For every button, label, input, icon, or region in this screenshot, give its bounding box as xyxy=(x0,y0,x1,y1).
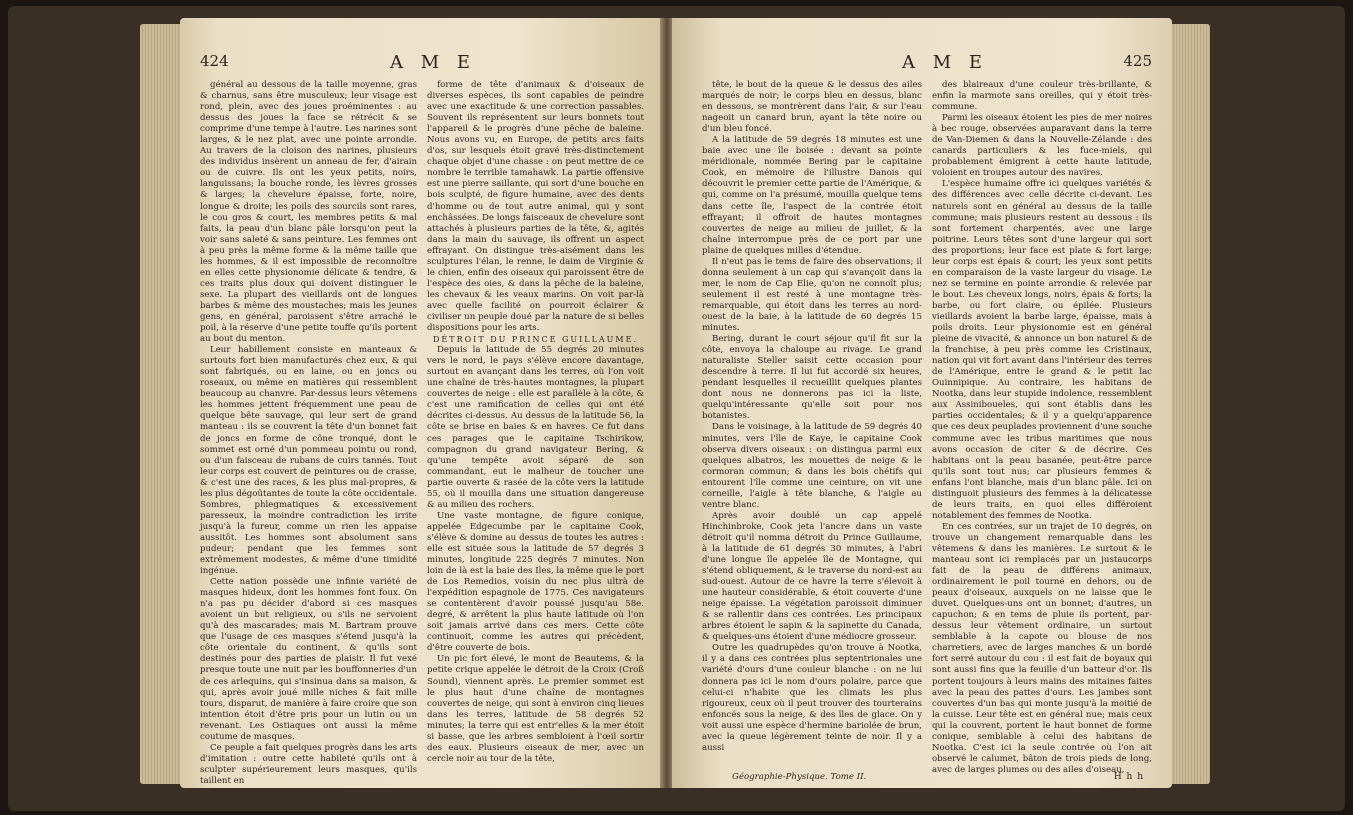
right-page-columns xyxy=(702,80,1152,775)
paragraph: L'espèce humaine offre ici quelques variétés & des différences avec celle décrite ci-devant. Les naturels sont en général au dessus de la taille commune; mais plusieurs restent au dessous : ils sont fortement charpentés, avec une large poitrine. Leurs têtes sont d'une largeur qui sort des proportions; leur face est plate & fort large; leur corps est épais & court; les yeux sont petits en comparaison de la vaste largeur du visage. Le nez se termine en pointe arrondie & relevée par le bout. Les cheveux longs, noirs, épais & forts; la barbe, ou fort claire, ou épilée. Plusieurs vieillards avoient la barbe large, épaisse, mais à poils droits. Leur physionomie est en général pleine de vivacité, & annonce un bon naturel & de la franchise, à peu près comme les Cristinaux, nation qui vit fort avant dans l'intérieur des terres de l'Amérique, entre le grand & le petit lac Ouinnipique. Au contraire, les habitans de Nootka, dans leur stupide indolence, ressemblent aux Assiniboueles, qui sont établis dans les parties occidentales; & il y a quelqu'apparence que ces deux peuplades proviennent d'une souche commune avec les tribus maritimes que nous avons occasion de citer & de décrire. Ces habitans ont la peau basanée, peut-être parce qu'ils sont tout nus; car plusieurs femmes & enfans l'ont blanche, mais d'un blanc pâle. Ici on distinguoit plusieurs des femmes à la délicatesse de leurs traits, en quoi elles différoient notablement des femmes de Nootka. xyxy=(932,179,1152,521)
paragraph: Bering, durant le court séjour qu'il fit sur la côte, envoya la chaloupe au rivage. Le grand naturaliste Steller saisit cette occasion pour descendre à terre. Il lui fut accordé six heures, pendant lesquelles il recueillit quelques plantes dont nous ne donnerons pas ici la liste, quelqu'intéressante qu'elle soit pour nos botanistes. xyxy=(702,334,922,422)
left-page-columns xyxy=(200,80,644,786)
paragraph: Une vaste montagne, de figure conique, appelée Edgecumbe par le capitaine Cook, s'élève & domine au dessus de toutes les autres : elle est située sous la latitude de 57 degrés 3 minutes, longitude 225 degrés 7 minutes. Non loin de là est la baie des Iles, la même que le port de Los Remedios, voisin du nec plus ultrà de l'expédition espagnole de 1775. Ces navigateurs se contentèrent d'avoir poussé jusqu'au 58e. degré, & arrêtent la plus haute latitude où l'on soit jamais arrivé dans ces mers. Cette côte continuoit, comme les autres qui précèdent, d'être couverte de bois. xyxy=(427,510,644,654)
paragraph: Un pic fort élevé, le mont de Beautems, & la petite crique appelée le détroit de la Croix (Croß Sound), viennent après. Le premier sommet est le plus haut d'une chaîne de montagnes couvertes de neige, qui sont à environ cinq lieues dans les terres, latitude de 58 degrés 52 minutes; la terre qui est entr'elles & la mer étoit si basse, que les arbres sembloient à l'œil sortir des eaux. Plusieurs oiseaux de mer, avec un cercle noir au tour de la tête, xyxy=(427,654,644,764)
right-column-2 xyxy=(932,80,1152,775)
section-title: DÉTROIT DU PRINCE GUILLAUME. xyxy=(433,335,638,345)
paragraph: A la latitude de 59 degrés 18 minutes est une baie avec une île boisée : devant sa pointe méridionale, nommée Bering par le capitaine Cook, en mémoire de l'illustre Danois qui découvrit le premier cette partie de l'Amérique, & qui, comme on l'a présumé, mouilla quelque tems dans cette île, l'aspect de la contrée étoit effrayant; il offroit de hautes montagnes couvertes de neige au milieu de juillet, & la chaîne interrompue près de ce port par une plaine de quelques milles d'étendue. xyxy=(702,135,922,256)
paragraph: En ces contrées, sur un trajet de 10 degrés, on trouve un changement remarquable dans les vêtemens & dans les manières. Le surtout & le manteau sont ici remplacés par un justaucorps fait de la peau de différens animaux, ordinairement le poil tourné en dehors, ou de peaux d'oiseaux, auxquels on ne laisse que le duvet. Quelques-uns ont un bonnet; d'autres, un capuchon; & en tems de pluie ils portent, par-dessus leur vêtement ordinaire, un surtout semblable à la capote ou blouse de nos charretiers, avec de larges manches & un bordé fort serré autour du cou : il est fait de boyaux qui sont aussi fins que la feuille d'un batteur d'or. Ils portent toujours à leurs mains des mitaines faites avec la peau des pattes d'ours. Les jambes sont couvertes d'un bas qui monte jusqu'à la moitié de la cuisse. Leur tête est en général nue; mais ceux qui la couvrent, portent le haut bonnet de forme conique, semblable à celui des habitans de Nootka. C'est ici la seule contrée où l'on ait observé le calumet, bâton de trois pieds de long, avec de larges plumes ou des ailes d'oiseau, xyxy=(932,521,1152,775)
page-edges-right xyxy=(1170,24,1210,784)
paragraph: Parmi les oiseaux étoient les pies de mer noires à bec rouge, observées auparavant dans la terre de Van-Diemen & dans la Nouvelle-Zélande : des canards particuliers & les fuce-miels, qui probablement émigrent à cette haute latitude, voloient en troupes autour des navires. xyxy=(932,113,1152,179)
paragraph: des blaireaux d'une couleur très-brillante, & enfin la marmote sans oreilles, qui y étoit très-commune. xyxy=(932,80,1152,113)
page-footer: Géographie-Physique. Tome II. xyxy=(732,772,867,782)
left-page xyxy=(180,18,662,788)
paragraph: général au dessous de la taille moyenne, gras & charnus, sans être musculeux; leur visage est rond, plein, avec des joues proéminentes : au dessus des joues la face se rétrécit & se comprime d'une tempe à l'autre. Les narines sont larges, & le nez plat, avec une pointe arrondie. Au travers de la cloison des narines, plusieurs des individus insèrent un anneau de fer, d'airain ou de cuivre. Ils ont les yeux petits, noirs, languissans; la bouche ronde, les lèvres grosses & larges; la chevelure épaisse, forte, noire, longue & droite; les poils des sourcils sont rares, le cou gros & court, les membres petits & mal faits, la peau d'un blanc pâle lorsqu'on peut la voir sans saleté & sans peinture. Les femmes ont à peu près la même forme & la même taille que les hommes, & il est impossible de reconnoître en elles cette physionomie délicate & tendre, & ces traits plus doux qui doivent distinguer le sexe. La plupart des vieillards ont de longues barbes & même des moustaches; mais les jeunes gens, en général, paroissent s'être arraché le poil, à la réserve d'une petite touffe qu'ils portent au bout du menton. xyxy=(200,80,417,345)
left-column-1 xyxy=(200,80,417,786)
paragraph: Il n'eut pas le tems de faire des observations; il donna seulement à un cap qui s'avançoit dans la mer, le nom de Cap Elie, qu'on ne connoît plus; seulement il est resté à une montagne très-remarquable, qui étoit dans les terres au nord-ouest de la baie, à la latitude de 60 degrés 15 minutes. xyxy=(702,256,922,334)
running-head-left: A M E xyxy=(390,52,477,73)
signature-mark: H h h xyxy=(1113,772,1144,782)
paragraph: Outre les quadrupèdes qu'on trouve à Nootka, il y a dans ces contrées plus septentrionales une variété d'ours d'une couleur blanche : on ne lui donnera pas ici le nom d'ours polaire, parce que celui-ci n'habite que les climats les plus rigoureux, ceux où il peut trouver des tourterains enfoncés sous la neige, & des îles de glace. On y voit aussi une espèce d'hermine bariolée de brun, avec la queue légèrement teinte de noir. Il y a aussi xyxy=(702,643,922,753)
left-page-header xyxy=(200,52,644,78)
paragraph: Ce peuple a fait quelques progrès dans les arts d'imitation : outre cette habileté qu'ils ont à sculpter supérieurement leurs masques, qu'ils taillent en xyxy=(200,742,417,786)
page-edges-left xyxy=(140,24,184,784)
paragraph: tête, le bout de la queue & le dessus des ailes marqués de noir; le corps bleu en dessus, blanc en dessous, se montrèrent dans l'air, & sur l'eau nageoit un canard brun, ayant la tête noire ou d'un bleu foncé. xyxy=(702,80,922,135)
running-head-right: A M E xyxy=(902,52,989,73)
paragraph: Cette nation possède une infinie variété de masques hideux, dont les hommes font foux. On n'a pas pu décider d'abord si ces masques avoient un but religieux, ou s'ils ne servoient qu'à des mascarades; mais M. Bartram prouve que l'usage de ces masques s'étend jusqu'à la côte orientale du continent, & qu'ils sont destinés pour des parties de plaisir. Il fut vexé presque toute une nuit par les bouffonneries d'un de ces arlequins, qui s'insinua dans sa maison, & qui, après avoir joué mille niches & fait mille tours, disparut, de manière à faire croire que son intention étoit d'être pris pour un lutin ou un revenant. Les Ostiaques ont aussi la même coutume de masques. xyxy=(200,577,417,742)
paragraph: Après avoir doublé un cap appelé Hinchinbroke, Cook jeta l'ancre dans un vaste détroit qu'il nomma détroit du Prince Guillaume, à la latitude de 61 degrés 30 minutes, à l'abri d'une longue île appelée île de Montagne, qui s'étend obliquement, & le traverse du nord-est au sud-ouest. Autour de ce havre la terre s'élevoit à une hauteur considérable, & étoit couverte d'une neige épaisse. La végétation paroissoit diminuer & se rallentir dans ces contrées. Les principaux arbres étoient le sapin & la sapinette du Canada, & quelques-uns étoient d'une médiocre grosseur. xyxy=(702,510,922,643)
paragraph: Depuis la latitude de 55 degrés 20 minutes vers le nord, le pays s'élève encore davantage, surtout en avançant dans les terres, où l'on voit une chaîne de très-hautes montagnes, la plupart couvertes de neige : elle est parallèle à la côte, & c'est une ramification de celles qui ont été décrites ci-dessus. Au dessus de la latitude 56, la côte se brise en baies & en havres. Ce fut dans ces parages que le capitaine Tschirikow, compagnon du grand navigateur Bering, & qu'une tempête avoit séparé de son commandant, eut le malheur de toucher une partie ouverte & rasée de la côte vers la latitude 55, où il mouilla dans une situation dangereuse & au milieu des rochers. xyxy=(427,345,644,510)
left-column-2 xyxy=(427,80,644,770)
right-column-1 xyxy=(702,80,922,758)
paragraph: Dans le voisinage, à la latitude de 59 degrés 40 minutes, vers l'île de Kaye, le capitaine Cook observa divers oiseaux : on distingua parmi eux quelques albatros, les mouettes de neige & le cormoran commun; & dans les bois chétifs qui entourent l'île comme une ceinture, on vit une corneille, l'aigle à tête blanche, & l'aigle au ventre blanc. xyxy=(702,422,922,510)
page-number-right: 425 xyxy=(1123,52,1152,70)
paragraph: forme de tête d'animaux & d'oiseaux de diverses espèces, ils sont capables de peindre avec une exactitude & une correction passables. Souvent ils représentent sur leurs bonnets tout l'appareil & le progrès d'une pêche de baleine. Nous avons vu, en Europe, de petits arcs faits d'os, sur lesquels étoit gravé très-distinctement chaque objet d'une chasse : on peut mettre de ce nombre le terrible tamahawk. La partie offensive est une pierre saillante, qui sort d'une bouche en bois sculpté, de figure humaine, avec des dents d'homme ou de tout autre animal, qui y sont enchâssées. De longs faisceaux de chevelure sont attachés à plusieurs parties de la tête, &, agités dans la main du sauvage, ils offrent un aspect effrayant. On distingue très-aisément dans les sculptures l'élan, le renne, le daim de Virginie & le chien, enfin des oiseaux qui paroissent être de l'espèce des oies, & dans la pêche de la baleine, les chevaux & les veaux marins. On voit par-là avec quelle facilité on pourroit éclairer & civiliser un peuple doué par la nature de si belles dispositions pour les arts. xyxy=(427,80,644,334)
right-page xyxy=(672,18,1172,788)
right-page-header xyxy=(702,52,1152,78)
page-number-left: 424 xyxy=(200,52,229,70)
paragraph: Leur habillement consiste en manteaux & surtouts fort bien manufacturés chez eux, & qui sont fabriqués, ou en laine, ou en joncs ou roseaux, ou même en matières qui ressemblent beaucoup au chanvre. Par-dessus leurs vêtemens les hommes jettent fréquemment une peau de quelque bête sauvage, qui leur sert de grand manteau : ils se couvrent la tête d'un bonnet fait de joncs en forme de cône tronqué, dont le sommet est orné d'un pommeau pointu ou rond, ou d'un faisceau de rubans de cuirs tannés. Tout leur corps est couvert de peintures ou de crasse, & c'est une des races, & les plus mal-propres, & les plus dégoûtantes de toute la côte occidentale. Sombres, phlegmatiques & excessivement paresseux, la moindre contradiction les irrite jusqu'à la fureur, comme un rien les appaise aussitôt. Les hommes sont absolument sans pudeur; pendant que les femmes sont extrêmement modestes, & même d'une timidité ingénue. xyxy=(200,345,417,577)
